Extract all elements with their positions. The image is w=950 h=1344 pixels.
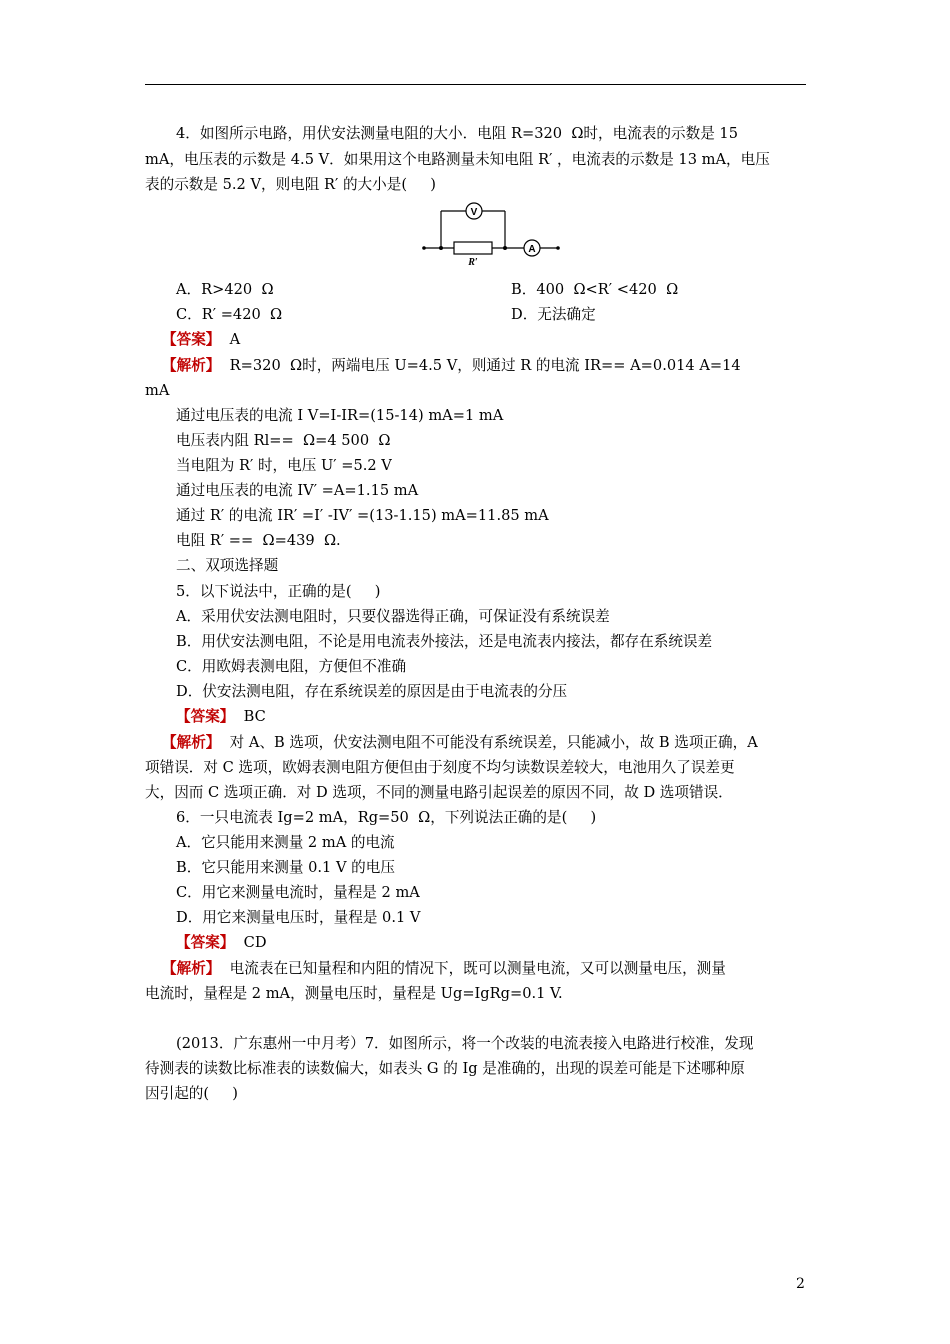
analysis-tag: 【解析】 bbox=[162, 357, 221, 374]
q4-stem-line3: 表的示数是 5.2 V，则电阻 R′ 的大小是( ) bbox=[145, 176, 436, 193]
q4-stem-line2: mA，电压表的示数是 4.5 V．如果用这个电路测量未知电阻 R′ ，电流表的示数是 13 mA，电压 bbox=[145, 151, 770, 168]
q7-stem-line1: (2013．广东惠州一中月考）7．如图所示，将一个改装的电流表接入电路进行校准，发现 bbox=[176, 1035, 754, 1052]
q4-analysis-line5: 当电阻为 R′ 时，电压 U′ =5.2 V bbox=[176, 457, 392, 474]
page-number: 2 bbox=[796, 1276, 805, 1292]
analysis-text: R=320 Ω时，两端电压 U=4.5 V，则通过 R 的电流 IR== A=0.014 A=14 bbox=[220, 357, 741, 374]
q4-option-c: C．R′ =420 Ω bbox=[176, 306, 283, 323]
q4-option-a: A．R>420 Ω bbox=[176, 281, 274, 298]
resistor-label: R′ bbox=[468, 257, 478, 266]
q5-option-a: A．采用伏安法测电阻时，只要仪器选得正确，可保证没有系统误差 bbox=[176, 608, 610, 625]
q4-option-d: D．无法确定 bbox=[511, 306, 596, 323]
q6-option-b: B．它只能用来测量 0.1 V 的电压 bbox=[176, 859, 395, 876]
q5-analysis-line3: 大，因而 C 选项正确．对 D 选项，不同的测量电路引起误差的原因不同，故 D 选项错误． bbox=[145, 784, 733, 801]
terminal-left bbox=[422, 246, 426, 250]
q4-option-b: B．400 Ω<R′ <420 Ω bbox=[511, 281, 679, 298]
q4-stem-line1: 4．如图所示电路，用伏安法测量电阻的大小．电阻 R=320 Ω时，电流表的示数是 15 bbox=[176, 125, 738, 142]
q6-option-c: C．用它来测量电流时，量程是 2 mA bbox=[176, 884, 420, 901]
q4-answer bbox=[162, 330, 832, 350]
answer-tag: 【答案】 bbox=[162, 331, 221, 348]
q5-analysis-line1 bbox=[162, 733, 832, 753]
analysis-text: 电流表在已知量程和内阻的情况下，既可以测量电流，又可以测量电压，测量 bbox=[220, 960, 726, 977]
q5-analysis-line2: 项错误．对 C 选项，欧姆表测电阻方便但由于刻度不均匀读数误差较大，电池用久了误差更 bbox=[145, 759, 735, 776]
q5-option-c: C．用欧姆表测电阻，方便但不准确 bbox=[176, 658, 407, 675]
answer-value: BC bbox=[234, 708, 266, 725]
resistor bbox=[454, 242, 492, 254]
q5-option-b: B．用伏安法测电阻，不论是用电流表外接法，还是电流表内接法，都存在系统误差 bbox=[176, 633, 713, 650]
section-heading: 二、双项选择题 bbox=[176, 557, 279, 574]
q4-analysis-line1 bbox=[162, 356, 832, 376]
q4-analysis-line8: 电阻 R′ == Ω=439 Ω. bbox=[176, 532, 341, 549]
q6-analysis-line1 bbox=[162, 959, 832, 979]
q7-stem-line2: 待测表的读数比标准表的读数偏大，如表头 G 的 Ig 是准确的，出现的误差可能是下述哪种原 bbox=[145, 1060, 745, 1077]
analysis-tag: 【解析】 bbox=[162, 734, 221, 751]
q7-stem-line3: 因引起的( ) bbox=[145, 1085, 238, 1102]
q4-analysis-line6: 通过电压表的电流 IV′ =A=1.15 mA bbox=[176, 482, 419, 499]
terminal-right bbox=[556, 246, 560, 250]
junction-right bbox=[503, 246, 507, 250]
answer-tag: 【答案】 bbox=[176, 708, 235, 725]
answer-value: A bbox=[220, 331, 241, 348]
circuit-diagram bbox=[418, 196, 563, 266]
header-rule bbox=[145, 84, 806, 85]
q6-option-d: D．用它来测量电压时，量程是 0.1 V bbox=[176, 909, 421, 926]
junction-left bbox=[439, 246, 443, 250]
q4-analysis-line2: mA bbox=[145, 382, 170, 399]
q4-analysis-line4: 电压表内阻 Rl== Ω=4 500 Ω bbox=[176, 432, 391, 449]
q6-answer bbox=[176, 933, 846, 953]
q4-analysis-line3: 通过电压表的电流 I V=I-IR=(15-14) mA=1 mA bbox=[176, 407, 504, 424]
q5-answer bbox=[176, 707, 846, 727]
answer-tag: 【答案】 bbox=[176, 934, 235, 951]
answer-value: CD bbox=[234, 934, 267, 951]
q6-analysis-line2: 电流时，量程是 2 mA，测量电压时，量程是 Ug=IgRg=0.1 V. bbox=[145, 985, 563, 1002]
q5-stem: 5．以下说法中，正确的是( ) bbox=[176, 583, 381, 600]
q4-analysis-line7: 通过 R′ 的电流 IR′ =I′ -IV′ =(13-1.15) mA=11.85 mA bbox=[176, 507, 549, 524]
analysis-tag: 【解析】 bbox=[162, 960, 221, 977]
voltmeter-label: V bbox=[470, 207, 478, 218]
ammeter-label: A bbox=[528, 244, 536, 255]
analysis-text: 对 A、B 选项，伏安法测电阻不可能没有系统误差，只能减小，故 B 选项正确，A bbox=[220, 734, 758, 751]
q5-option-d: D．伏安法测电阻，存在系统误差的原因是由于电流表的分压 bbox=[176, 683, 568, 700]
q6-stem: 6．一只电流表 Ig=2 mA，Rg=50 Ω，下列说法正确的是( ) bbox=[176, 809, 597, 826]
q6-option-a: A．它只能用来测量 2 mA 的电流 bbox=[176, 834, 395, 851]
